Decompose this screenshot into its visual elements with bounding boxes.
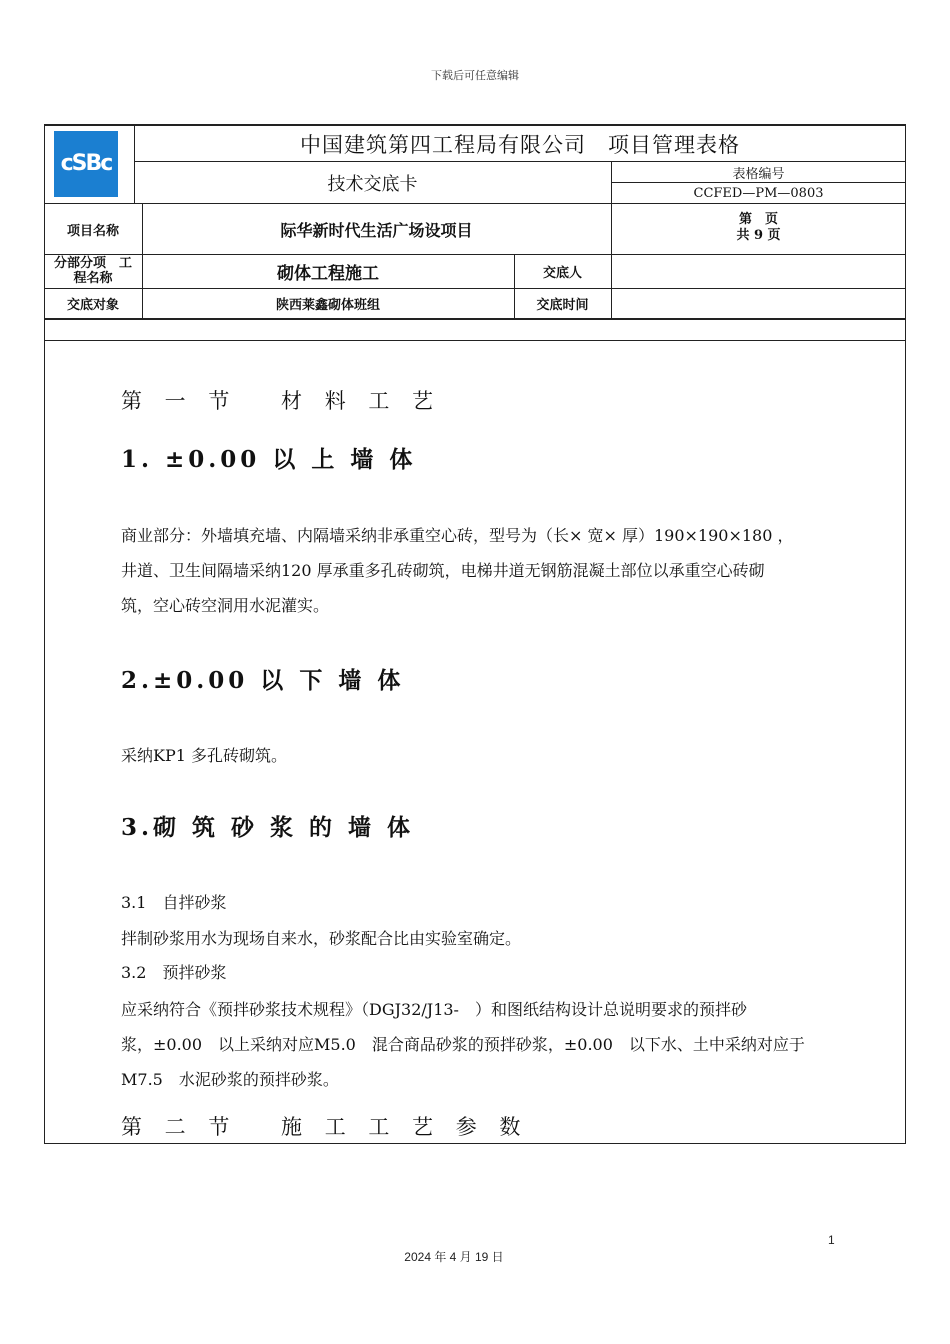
discloser-label: 交底人 <box>542 266 582 281</box>
time-field[interactable] <box>611 289 906 318</box>
section2-title: 第 二 节 施 工 工 艺 参 数 <box>121 1115 529 1139</box>
subitem-label-line2: 程名称 <box>73 271 113 286</box>
cscec-logo-icon: cSBc <box>54 131 118 197</box>
section1-title: 第 一 节 材 料 工 艺 <box>121 389 442 413</box>
paragraph-1-line1: 商业部分：外墙填充墙、内隔墙采纳非承重空心砖，型号为（长× 宽× 厚）190×190×180 ， <box>121 526 794 545</box>
subitem-label <box>44 256 142 286</box>
page-number: 1 <box>828 1233 835 1247</box>
form-no-value: CCFED—PM—0803 <box>693 185 824 201</box>
header-note: 下载后可任意编辑 <box>431 69 519 82</box>
total-pages: 共 9 页 <box>736 228 781 243</box>
subsection-3-1: 3.1 自拌砂浆 <box>121 893 227 912</box>
heading-2: 2.±0.00 以 下 墙 体 <box>121 667 405 694</box>
page-label: 第 页 <box>738 212 778 227</box>
page-counter <box>611 212 906 244</box>
subsection-3-2-line2: 浆，±0.00 以上采纳对应M5.0 混合商品砂浆的预拌砂浆，±0.00 以下水、土中采纳对应于 <box>121 1035 805 1054</box>
target-label: 交底对象 <box>66 298 119 313</box>
paragraph-1-line3: 筑，空心砖空洞用水泥灌实。 <box>121 596 330 615</box>
subsection-3-2: 3.2 预拌砂浆 <box>121 963 227 982</box>
card-title: 技术交底卡 <box>327 173 418 195</box>
subsection-3-1-text: 拌制砂浆用水为现场自来水，砂浆配合比由实验室确定。 <box>121 929 522 948</box>
project-name-label: 项目名称 <box>66 223 119 239</box>
heading-3: 3.砌 筑 砂 浆 的 墙 体 <box>121 814 415 841</box>
heading-1: 1. ±0.00 以 上 墙 体 <box>121 446 417 473</box>
paragraph-1-line2: 井道、卫生间隔墙采纳120 厚承重多孔砖砌筑，电梯井道无钢筋混凝土部位以承重空心砖砌 <box>121 561 765 580</box>
footer-date: 2024 年 4 月 19 日 <box>404 1250 504 1264</box>
target-value: 陕西莱鑫砌体班组 <box>275 298 380 313</box>
subitem-value: 砌体工程施工 <box>277 264 379 284</box>
company-title: 中国建筑第四工程局有限公司 项目管理表格 <box>300 132 740 157</box>
subsection-3-2-line3: M7.5 水泥砂浆的预拌砂浆。 <box>121 1070 339 1089</box>
paragraph-1 <box>121 518 891 623</box>
project-name-value: 际华新时代生活广场设项目 <box>280 220 473 240</box>
subsection-3-2-line1: 应采纳符合《预拌砂浆技术规程》（DGJ32/J13- ）和图纸结构设计总说明要求的预拌砂 <box>121 1000 747 1019</box>
subsection-3-2-text <box>121 992 891 1097</box>
subitem-label-line1: 分部分项 工 <box>53 256 132 271</box>
discloser-field[interactable] <box>611 255 906 288</box>
time-label: 交底时间 <box>536 298 589 313</box>
form-no-label: 表格编号 <box>732 166 785 182</box>
paragraph-2: 采纳KP1 多孔砖砌筑。 <box>121 746 287 765</box>
